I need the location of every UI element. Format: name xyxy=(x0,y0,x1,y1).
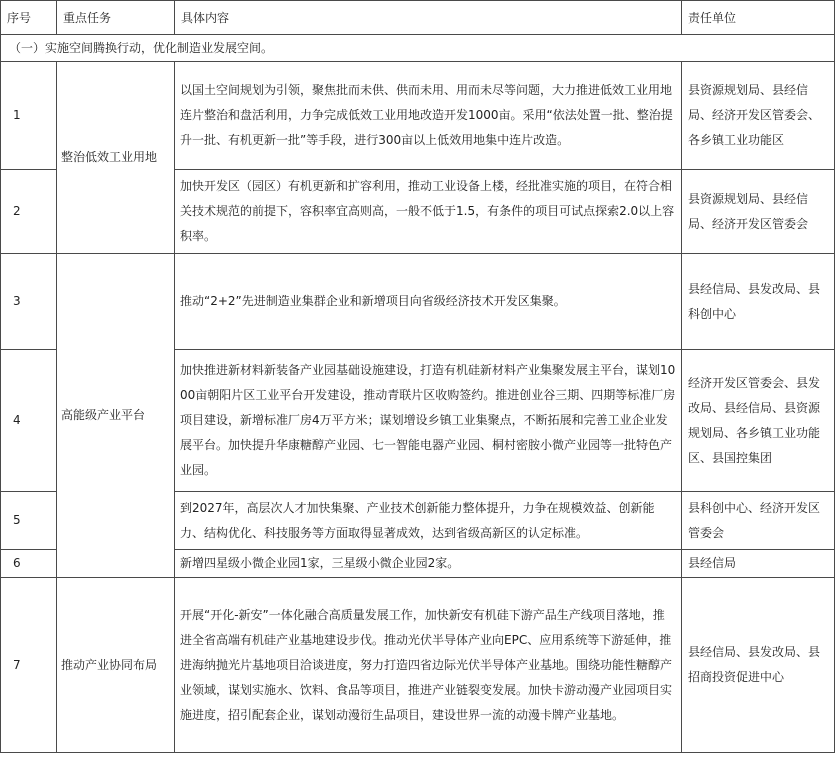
row-number: 4 xyxy=(1,350,57,492)
table-row xyxy=(1,578,835,753)
header-task: 重点任务 xyxy=(57,1,175,35)
row-number: 6 xyxy=(1,550,57,578)
header-no: 序号 xyxy=(1,1,57,35)
row-content: 推动“2+2”先进制造业集群企业和新增项目向省级经济技术开发区集聚。 xyxy=(175,254,682,350)
row-number: 1 xyxy=(1,62,57,170)
row-unit: 县经信局、县发改局、县科创中心 xyxy=(682,254,835,350)
row-unit: 县科创中心、经济开发区管委会 xyxy=(682,492,835,550)
row-number: 7 xyxy=(1,578,57,753)
row-content: 以国土空间规划为引领，聚焦批而未供、供而未用、用而未尽等问题，大力推进低效工业用地连片整治和盘活利用，力争完成低效工业用地改造开发1000亩。采用“依法处置一批、整治提升一批、有机更新一批”等手段，进行300亩以上低效用地集中连片改造。 xyxy=(175,62,682,170)
row-number: 3 xyxy=(1,254,57,350)
row-unit: 县经信局、县发改局、县招商投资促进中心 xyxy=(682,578,835,753)
section-row xyxy=(1,35,835,62)
table-row xyxy=(1,62,835,170)
row-content: 加快推进新材料新装备产业园基础设施建设，打造有机硅新材料产业集聚发展主平台，谋划1000亩朝阳片区工业平台开发建设，推动青联片区收购签约。推进创业谷三期、四期等标准厂房项目建设，新增标准厂房4万平方米；谋划增设乡镇工业集聚点，不断拓展和完善工业企业发展平台。加快提升华康糖醇产业园、七一智能电器产业园、桐村密胺小微产业园等一批特色产业园。 xyxy=(175,350,682,492)
row-content: 加快开发区（园区）有机更新和扩容利用，推动工业设备上楼，经批准实施的项目，在符合相关技术规范的前提下，容积率宜高则高，一般不低于1.5，有条件的项目可试点探索2.0以上容积率。 xyxy=(175,170,682,254)
task-group: 推动产业协同布局 xyxy=(57,578,175,753)
row-content: 到2027年，高层次人才加快集聚、产业技术创新能力整体提升，力争在规模效益、创新能力、结构优化、科技服务等方面取得显著成效，达到省级高新区的认定标准。 xyxy=(175,492,682,550)
task-group: 整治低效工业用地 xyxy=(57,62,175,254)
row-content: 新增四星级小微企业园1家，三星级小微企业园2家。 xyxy=(175,550,682,578)
row-unit: 县资源规划局、县经信局、经济开发区管委会 xyxy=(682,170,835,254)
header-content: 具体内容 xyxy=(175,1,682,35)
task-group: 高能级产业平台 xyxy=(57,254,175,578)
row-unit: 县经信局 xyxy=(682,550,835,578)
table-row xyxy=(1,254,835,350)
row-content: 开展“开化-新安”一体化融合高质量发展工作，加快新安有机硅下游产品生产线项目落地，推进全省高端有机硅产业基地建设步伐。推动光伏半导体产业向EPC、应用系统等下游延伸，推进海纳抛光片基地项目洽谈进度，努力打造四省边际光伏半导体产业基地。围绕功能性糖醇产业领域，谋划实施水、饮料、食品等项目，推进产业链裂变发展。加快卡游动漫产业园项目实施进度，招引配套企业，谋划动漫衍生品项目，建设世界一流的动漫卡牌产业基地。 xyxy=(175,578,682,753)
section-title: （一）实施空间腾换行动，优化制造业发展空间。 xyxy=(1,35,835,62)
row-unit: 经济开发区管委会、县发改局、县经信局、县资源规划局、各乡镇工业功能区、县国控集团 xyxy=(682,350,835,492)
header-unit: 责任单位 xyxy=(682,1,835,35)
table-header-row xyxy=(1,1,835,35)
row-number: 5 xyxy=(1,492,57,550)
row-number: 2 xyxy=(1,170,57,254)
row-unit: 县资源规划局、县经信局、经济开发区管委会、各乡镇工业功能区 xyxy=(682,62,835,170)
